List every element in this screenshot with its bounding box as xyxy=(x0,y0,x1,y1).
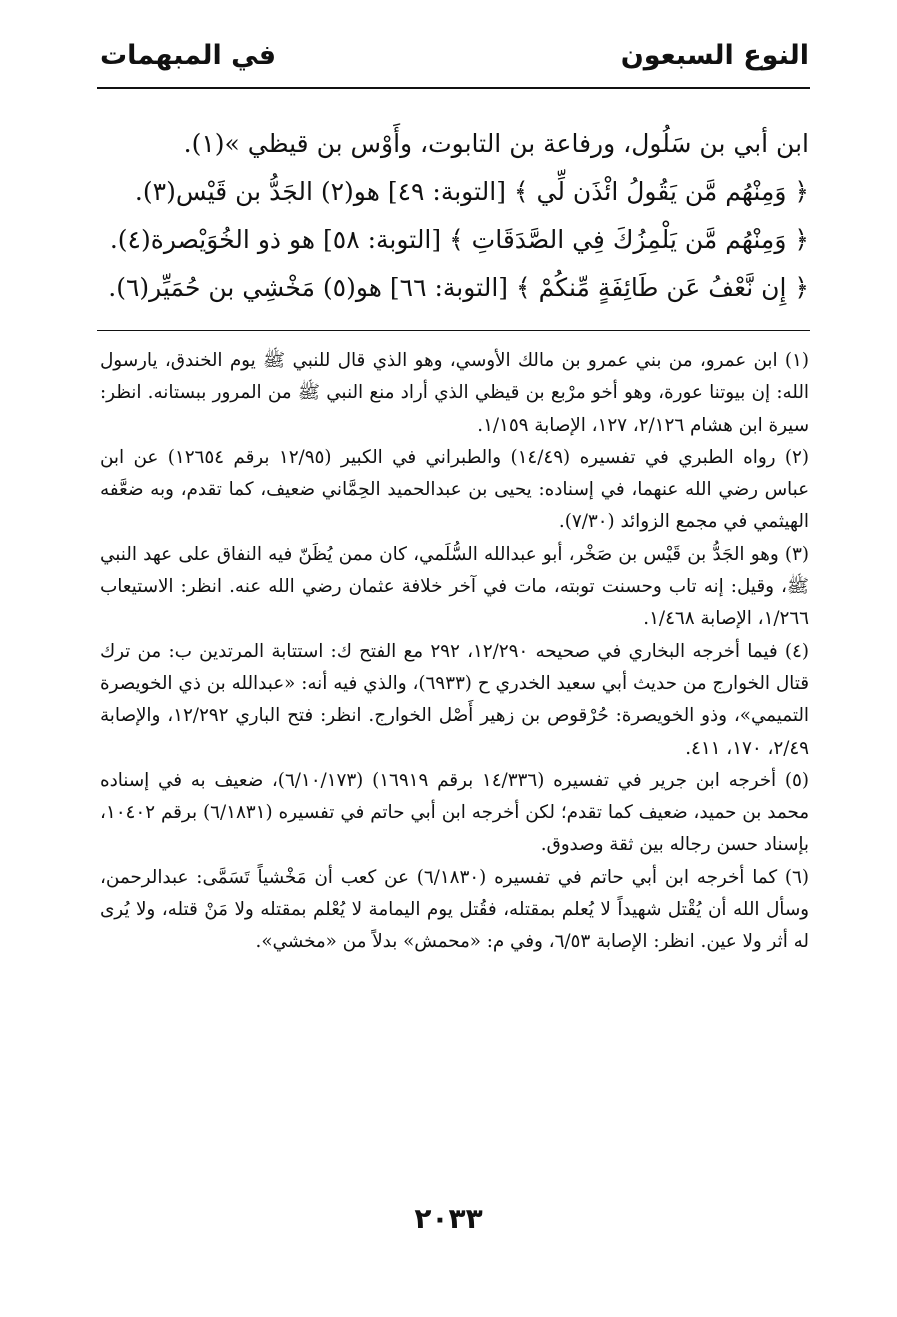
page-number: ٢٠٣٣ xyxy=(414,1202,483,1235)
main-line: ابن أبي بن سَلُول، ورفاعة بن التابوت، وأَوْس بن قيظي »(١). xyxy=(183,129,809,158)
footnote-4: (٤) فيما أخرجه البخاري في صحيحه ١٢/٢٩٠، ٢٩٢ مع الفتح ك: استتابة المرتدين ب: من ترك قتال الخوارج من حديث أبي سعيد الخدري ح (٦٩٣٣)، والذي فيه أنه: «عبدالله بن ذي الخويصرة التميمي»، وذو الخويصرة: حُرْقوص بن زهير أَصْل الخوارج. انظر: فتح الباري ١٢/٢٩٢، والإصابة ٢/٤٩، ١٧٠، ٤١١. xyxy=(100,640,810,759)
footnote-1: (١) ابن عمرو، من بني عمرو بن مالك الأوسي، وهو الذي قال للنبي ﷺ يوم الخندق، يارسول الله: إن بيوتنا عورة، وهو أخو مرْبع بن قيظي الذي أراد منع النبي ﷺ من المرور ببستانه. انظر: سيرة ابن هشام ٢/١٢٦، ١٢٧، الإصابة ١/١٥٩. xyxy=(100,350,809,436)
main-text xyxy=(100,120,809,312)
running-header-chapter: النوع السبعون xyxy=(620,40,809,71)
main-line: ﴿ وَمِنْهُم مَّن يَقُولُ ائْذَن لِّي ﴾ [التوبة: ٤٩] هو(٢) الجَدُّ بن قَيْس(٣). xyxy=(134,177,809,206)
header-rule xyxy=(97,87,810,89)
main-line: ﴿ وَمِنْهُم مَّن يَلْمِزُكَ فِي الصَّدَقَاتِ ﴾ [التوبة: ٥٨] هو ذو الخُوَيْصرة(٤). xyxy=(109,225,809,254)
running-header-topic: في المبهمات xyxy=(100,40,277,71)
main-line: ﴿ إِن نَّعْفُ عَن طَائِفَةٍ مِّنكُمْ ﴾ [التوبة: ٦٦] هو(٥) مَخْشِي بن حُمَيِّر(٦). xyxy=(108,273,809,302)
footnote-2: (٢) رواه الطبري في تفسيره (١٤/٤٩) والطبراني في الكبير (١٢/٩٥ برقم ١٢٦٥٤) عن ابن عباس رضي الله عنهما، في إسناده: يحيى بن عبدالحميد الحِمَّاني ضعيف، كما تقدم، وبه ضعَّفه الهيثمي في مجمع الزوائد (٧/٣٠). xyxy=(100,446,810,533)
footnotes xyxy=(100,345,809,959)
footnote-separator xyxy=(97,330,810,331)
footnote-5: (٥) أخرجه ابن جرير في تفسيره (١٤/٣٣٦ برقم ١٦٩١٩) (٦/١٠/١٧٣)، ضعيف به في إسناده محمد بن حميد، ضعيف كما تقدم؛ لكن أخرجه ابن أبي حاتم في تفسيره (٦/١٨٣١) برقم ١٠٤٠٢، بإسناد حسن رجاله بين ثقة وصدوق. xyxy=(100,769,810,856)
footnote-6: (٦) كما أخرجه ابن أبي حاتم في تفسيره (٦/١٨٣٠) عن كعب أن مَخْشياً تَسَمَّى: عبدالرحمن، وسأل الله أن يُقْتل شهيداً لا يُعلم بمقتله، فقُتل يوم اليمامة لا يُعْلم بمقتله ولا مَنْ قتله، ولا يُرى له أثر ولا عين. انظر: الإصابة ٦/٥٣، وفي م: «محمش» بدلاً من «مخشي». xyxy=(100,866,809,953)
footnote-3: (٣) وهو الجَدُّ بن قَيْس بن صَخْر، أبو عبدالله السُّلَمي، كان ممن يُظَنّ فيه النفاق على عهد النبي ﷺ، وقيل: إنه تاب وحسنت توبته، مات في آخر خلافة عثمان رضي الله عنه. انظر: الاستيعاب ١/٢٦٦، الإصابة ١/٤٦٨. xyxy=(100,543,809,630)
